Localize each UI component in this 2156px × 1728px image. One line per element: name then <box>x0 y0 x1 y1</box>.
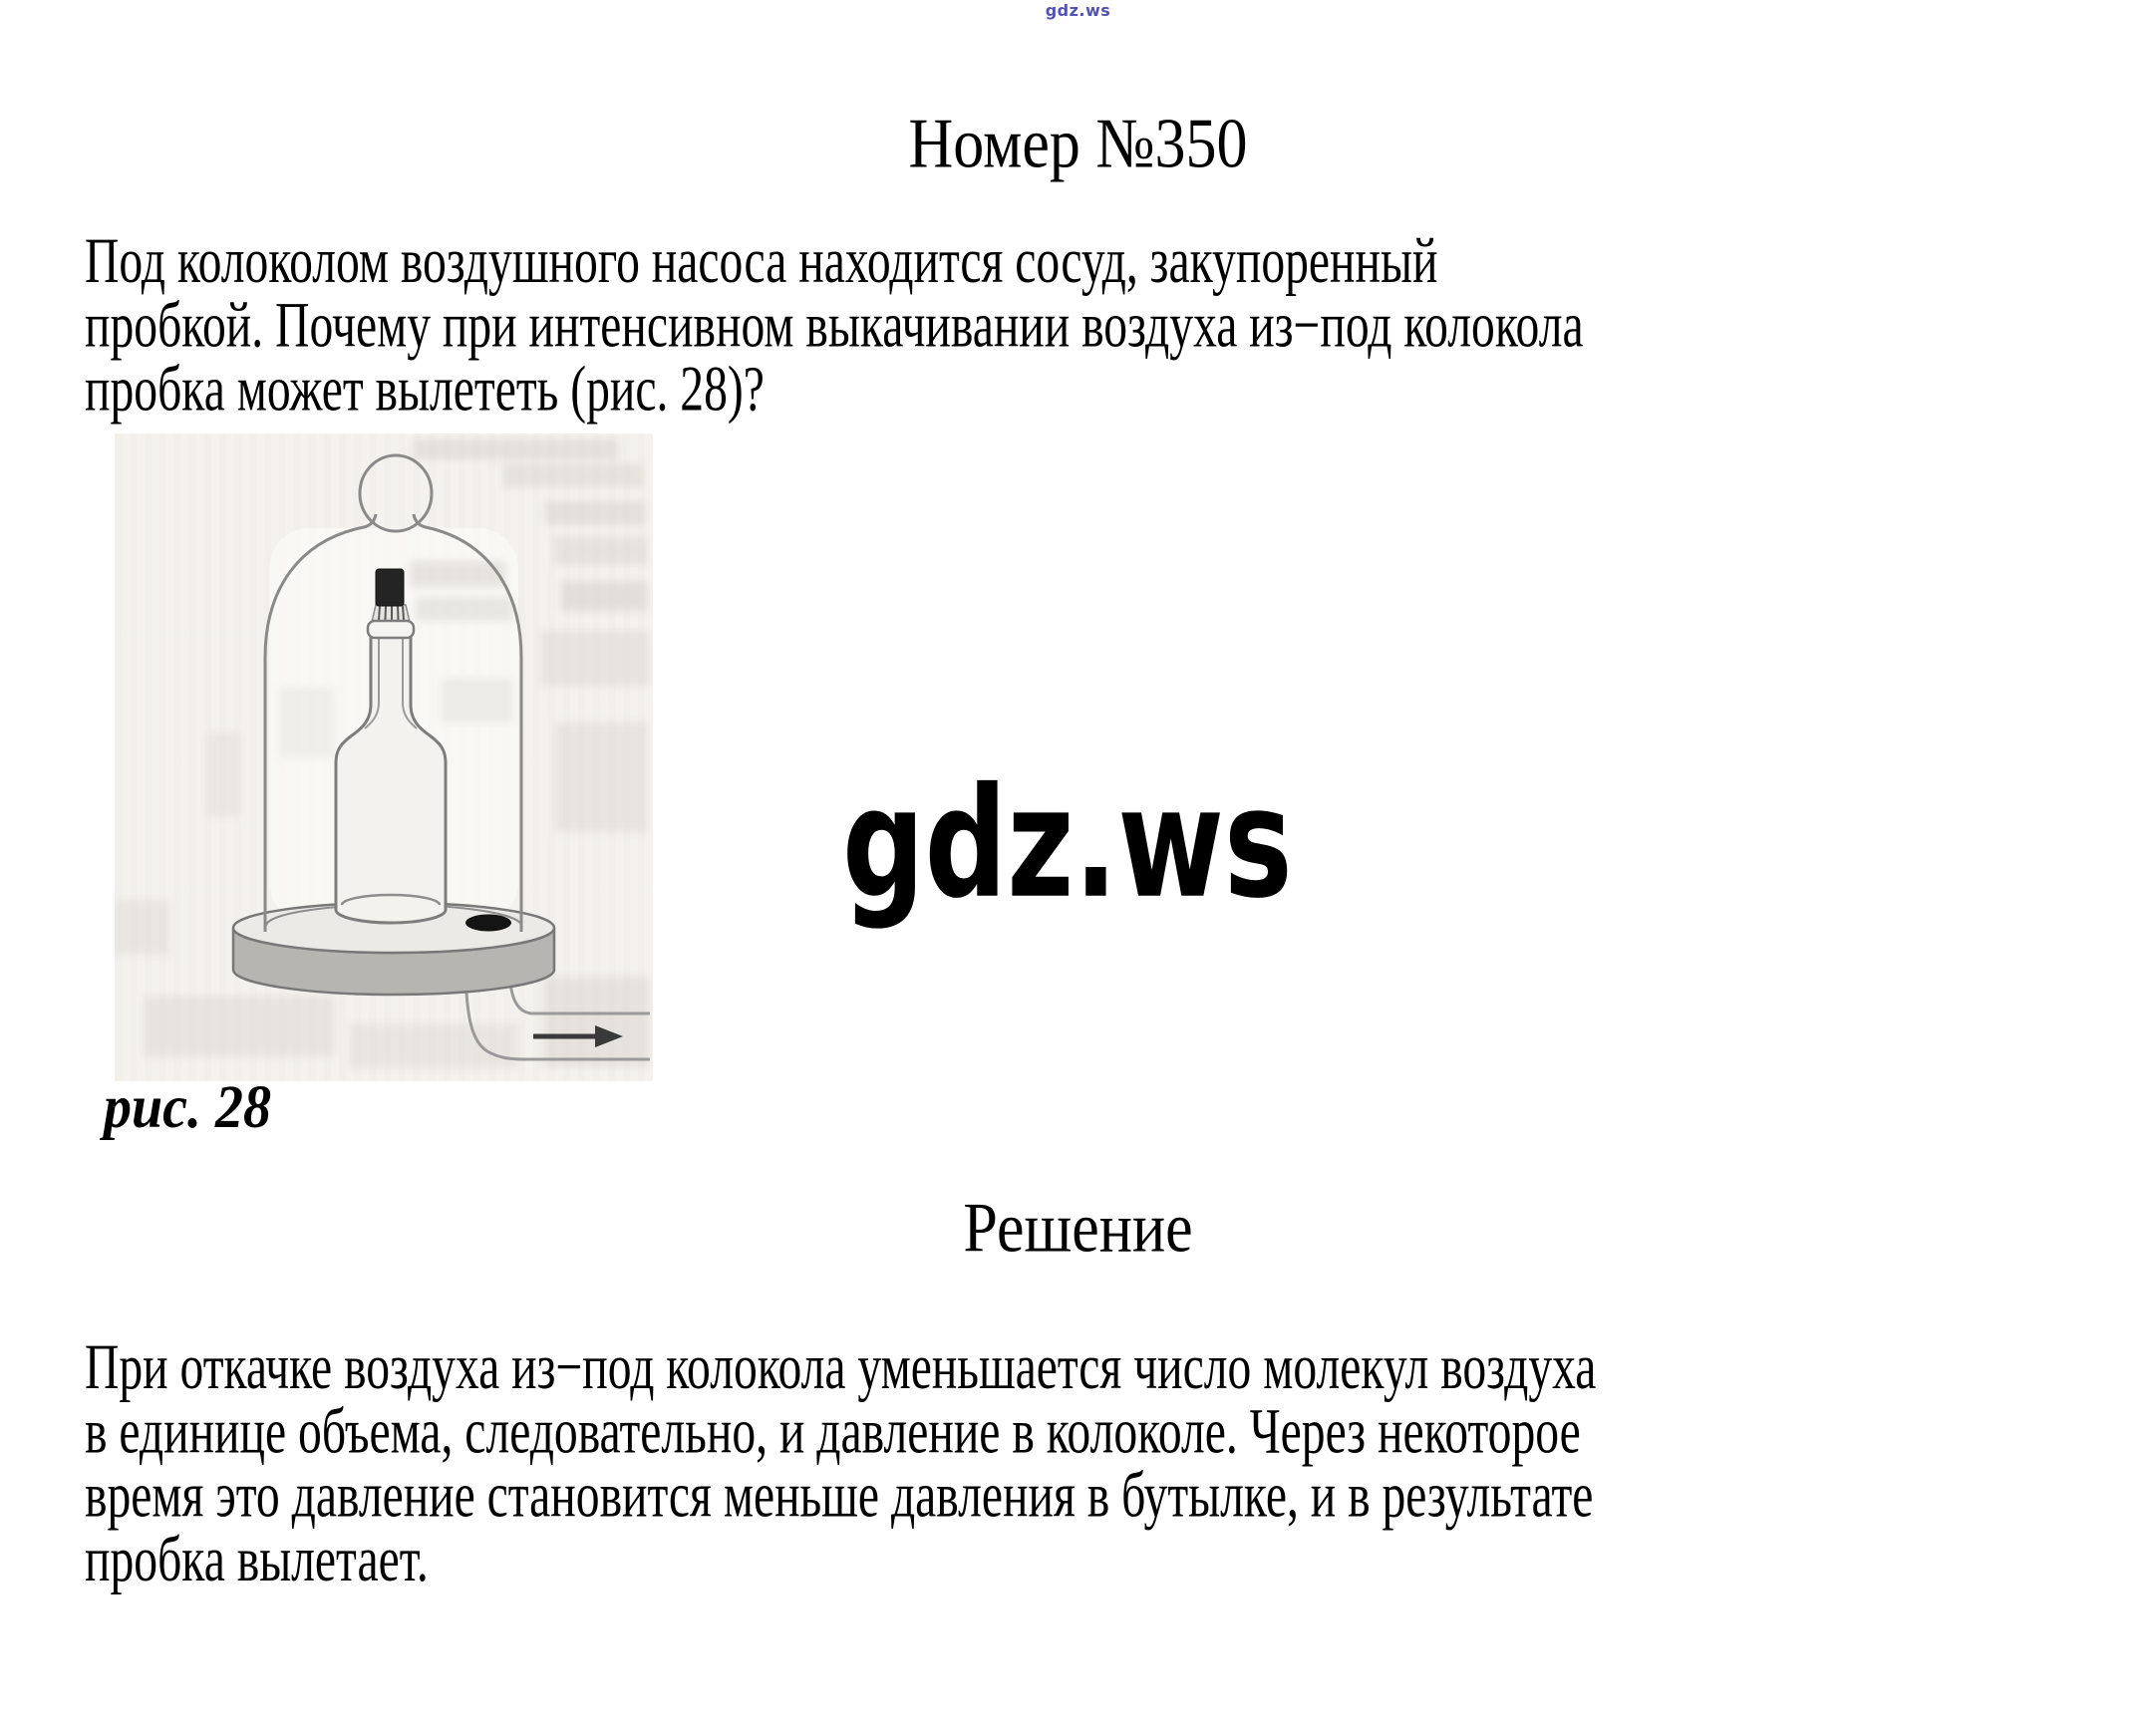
problem-line: пробка может вылететь (рис. 28)? <box>85 354 765 426</box>
problem-line: Под колоколом воздушного насоса находится сосуд, закупоренный <box>85 225 1438 297</box>
page-title: Номер №350 <box>908 105 1248 183</box>
solution-line: время это давление становится меньше давления в бутылке, и в результате <box>85 1460 1594 1532</box>
solution-heading: Решение <box>963 1189 1193 1268</box>
problem-text <box>85 225 1584 426</box>
solution-text <box>85 1331 1597 1596</box>
cork <box>376 569 404 606</box>
bell-jar-figure <box>115 433 653 1081</box>
solution-line: пробка вылетает. <box>85 1524 429 1596</box>
bell-jar-knob <box>360 455 432 531</box>
solution-line: в единице объема, следовательно, и давление в колоколе. Через некоторое <box>85 1395 1581 1468</box>
bottle-lip <box>368 621 414 638</box>
figure-caption: рис. 28 <box>104 1072 271 1142</box>
vacuum-hole <box>465 915 511 932</box>
site-watermark-top: gdz.ws <box>1045 1 1111 20</box>
solution-line: При откачке воздуха из−под колокола уменьшается число молекул воздуха <box>85 1331 1597 1403</box>
site-watermark-center: gdz.ws <box>842 754 1293 932</box>
figure-28-illustration <box>115 433 653 1081</box>
problem-line: пробкой. Почему при интенсивном выкачивании воздуха из−под колокола <box>85 289 1584 362</box>
